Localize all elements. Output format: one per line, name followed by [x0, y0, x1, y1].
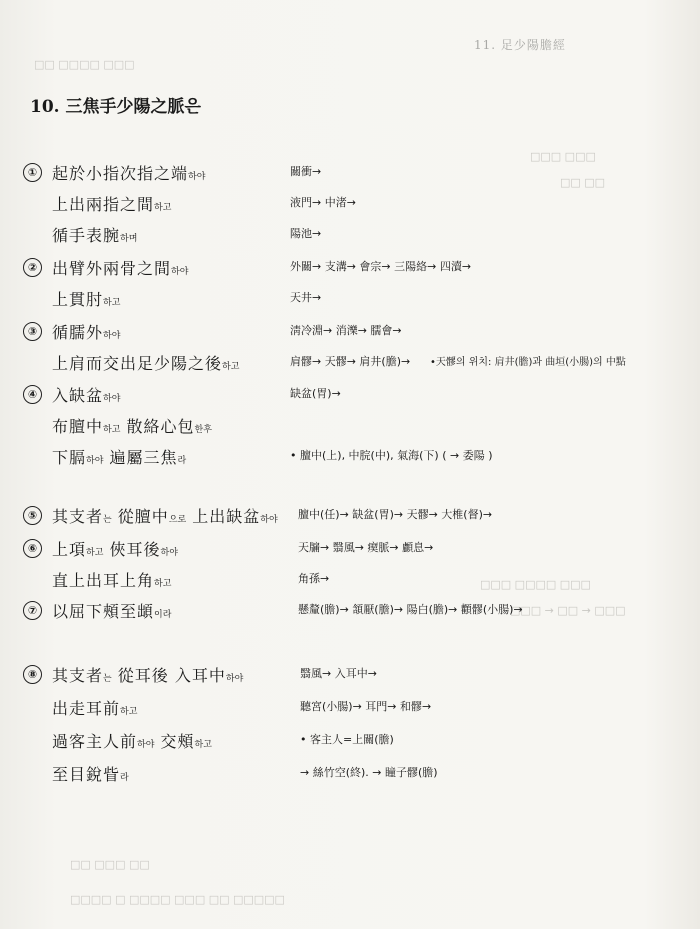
classical-text: 布膻中하고 散絡心包한후: [52, 417, 212, 436]
classical-text: 過客主人前하야 交頰하고: [52, 732, 212, 751]
classical-text: 循臑外하야: [52, 323, 121, 342]
classical-text: 其支者는 從膻中으로 上出缺盆하야: [52, 507, 278, 526]
bleed-through-text: □□ □□□ □□: [70, 858, 150, 871]
section-title: 10. 三焦手少陽之脈은: [30, 97, 201, 117]
classical-text: 直上出耳上角하고: [52, 571, 172, 590]
acupoint-sequence: 肩髎→ 天髎→ 肩井(膽)→: [290, 355, 411, 368]
acupoint-sequence: 外關→ 支溝→ 會宗→ 三陽絡→ 四瀆→: [290, 260, 472, 273]
text-row: [0, 568, 700, 594]
classical-text: 至目銳眥라: [52, 765, 129, 784]
acupoint-sequence: 液門→ 中渚→: [290, 196, 356, 209]
item-number: ④: [23, 385, 42, 404]
item-number: ⑦: [23, 601, 42, 620]
bleed-through-text: □□ □□□□ □□□: [34, 58, 135, 71]
acupoint-sequence: 角孫→: [298, 572, 330, 585]
acupoint-sequence: 陽池→: [290, 227, 322, 240]
text-row: [0, 351, 700, 377]
bleed-through-text: □□□ → □□ → □□□: [510, 604, 626, 617]
item-number: ①: [23, 163, 42, 182]
acupoint-sequence: 關衝→: [290, 165, 322, 178]
classical-text: 上肩而交出足少陽之後하고: [52, 354, 240, 373]
tianliao-annotation: •天髎의 위치: 肩井(膽)과 曲垣(小腸)의 中點: [430, 357, 626, 368]
bleed-through-text: □□□ □□□□ □□□: [480, 578, 591, 591]
acupoint-sequence: 膻中(任)→ 缺盆(胃)→ 天髎→ 大椎(督)→: [298, 508, 493, 521]
text-row: [0, 445, 700, 471]
classical-text: 其支者는 從耳後 入耳中하야: [52, 666, 244, 685]
acupoint-sequence: 懸釐(膽)→ 頷厭(膽)→ 陽白(膽)→ 顴髎(小腸)→: [298, 603, 523, 616]
acupoint-sequence: 天牖→ 翳風→ 瘈脈→ 顱息→: [298, 541, 434, 554]
text-row: [0, 320, 700, 346]
item-number: ⑤: [23, 506, 42, 525]
classical-text: 入缺盆하야: [52, 386, 121, 405]
item-number: ③: [23, 322, 42, 341]
classical-text: 上貫肘하고: [52, 290, 121, 309]
bleed-through-text: □□□□ □ □□□□ □□□ □□ □□□□□: [70, 893, 285, 906]
bleed-through-text: □□ □□: [560, 176, 606, 189]
classical-text: 上出兩指之間하고: [52, 195, 172, 214]
text-row: [0, 256, 700, 282]
text-row: [0, 663, 700, 689]
classical-text: 以屈下頰至䪼이라: [52, 602, 172, 621]
text-row: [0, 287, 700, 313]
classical-text: 出走耳前하고: [52, 699, 138, 718]
classical-text: 出臂外兩骨之間하야: [52, 259, 189, 278]
classical-text: 下膈하야 遍屬三焦라: [52, 448, 187, 467]
item-number: ⑥: [23, 539, 42, 558]
classical-text: 循手表腕하며: [52, 226, 138, 245]
text-row: [0, 696, 700, 722]
text-row: [0, 414, 700, 440]
text-row: [0, 599, 700, 625]
text-row: [0, 762, 700, 788]
text-row: [0, 537, 700, 563]
text-row: [0, 383, 700, 409]
acupoint-sequence: → 絲竹空(終). → 瞳子髎(膽): [300, 766, 438, 779]
acupoint-sequence: 聽宮(小腸)→ 耳門→ 和髎→: [300, 700, 432, 713]
acupoint-sequence: 缺盆(胃)→: [290, 387, 341, 400]
page-header: 11. 足少陽膽經: [474, 38, 566, 52]
acupoint-sequence: 天井→: [290, 291, 322, 304]
item-number: ⑧: [23, 665, 42, 684]
acupoint-sequence: 淸冷淵→ 消濼→ 臑會→: [290, 324, 402, 337]
acupoint-sequence: • 客主人=上關(膽): [300, 733, 394, 746]
text-row: [0, 504, 700, 530]
bleed-through-text: □□□ □□□: [530, 150, 596, 163]
acupoint-sequence: • 膻中(上), 中脘(中), 氣海(下) ( → 委陽 ): [290, 449, 493, 462]
item-number: ②: [23, 258, 42, 277]
classical-text: 上項하고 俠耳後하야: [52, 540, 178, 559]
acupoint-sequence: 翳風→ 入耳中→: [300, 667, 377, 680]
text-row: [0, 223, 700, 249]
text-row: [0, 729, 700, 755]
text-row: [0, 192, 700, 218]
text-row: [0, 161, 700, 187]
classical-text: 起於小指次指之端하야: [52, 164, 206, 183]
